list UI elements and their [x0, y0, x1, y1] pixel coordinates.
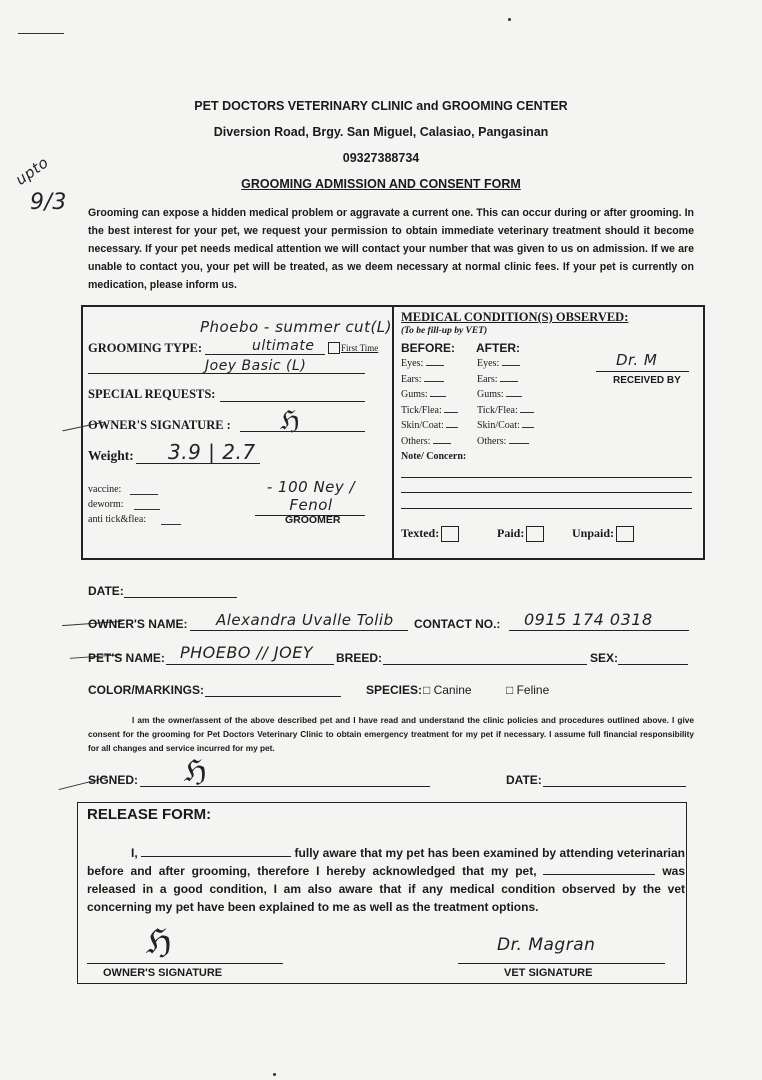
grooming-type-handwriting-1: Phoebo - summer cut(L): [200, 318, 393, 336]
owner-signature-line: [240, 431, 365, 432]
sex-label: SEX:: [590, 651, 619, 665]
date-line: [124, 597, 237, 598]
after-tickflea-label: Tick/Flea:: [477, 404, 518, 416]
release-paragraph: [87, 844, 685, 916]
owner-signature-label: OWNER'S SIGNATURE :: [88, 418, 231, 432]
note-concern-label: Note/ Concern:: [401, 451, 467, 462]
unpaid-field: [572, 526, 634, 542]
after-eyes: [477, 358, 534, 374]
first-time-checkbox[interactable]: [328, 342, 340, 354]
before-ears: [401, 374, 458, 390]
paid-label: Paid:: [497, 526, 525, 540]
sex-line: [618, 664, 688, 665]
unpaid-label: Unpaid:: [572, 526, 615, 540]
after-eyes-label: Eyes:: [477, 358, 500, 369]
unpaid-checkbox[interactable]: [616, 526, 634, 542]
owner-sig-line: [87, 963, 283, 964]
grooming-type-line-2: [88, 373, 365, 374]
color-markings-line: [205, 696, 341, 697]
before-eyes-label: Eyes:: [401, 358, 424, 369]
special-requests-label: SPECIAL REQUESTS:: [88, 387, 216, 401]
intro-paragraph: Grooming can expose a hidden medical problem or aggravate a current one. This can occur during or after grooming. In the best interest for your pet, we request your permission to obtain immediate veterinary treatment should it become necessary. If your pet needs medical attention we will contact your number that was given to us on admission. If we are unable to contact you, your pet will be treated, as we deem necessary at normal clinic fees. If your pet is currently on medication, please inform us.: [88, 207, 694, 291]
species-label: SPECIES:: [366, 683, 423, 697]
release-owner-blank[interactable]: [141, 856, 291, 857]
vaccine-label: vaccine:: [88, 484, 122, 495]
antitick-label: anti tick&flea:: [88, 514, 147, 525]
texted-label: Texted:: [401, 526, 440, 540]
before-others-label: Others:: [401, 435, 431, 447]
medical-condition-title: MEDICAL CONDITION(S) OBSERVED:: [401, 310, 629, 324]
texted-field: [401, 526, 459, 542]
signed-date-line: [543, 786, 686, 787]
paid-checkbox[interactable]: [526, 526, 544, 542]
weight-line: [136, 463, 260, 464]
color-markings-label: COLOR/MARKINGS:: [88, 683, 204, 697]
medical-condition-subtitle: (To be fill-up by VET): [401, 326, 488, 336]
form-title: GROOMING ADMISSION AND CONSENT FORM: [241, 177, 521, 191]
release-text-b: fully aware that my pet has been examined by attending veterinarian before and after grooming, therefore I hereby acknowledged that my pet,: [87, 846, 685, 878]
vet-signature-label: VET SIGNATURE: [504, 967, 593, 979]
contact-handwriting: 0915 174 0318: [524, 610, 653, 629]
antitick-line: [161, 524, 181, 525]
signed-line: [140, 786, 430, 787]
before-eyes: [401, 358, 458, 374]
groomer-handwriting: - 100 Ney / Fenol: [266, 478, 356, 514]
note-line-2: [401, 492, 692, 493]
pet-name-line: [166, 664, 334, 665]
after-skincoat-label: Skin/Coat:: [477, 420, 520, 431]
grooming-type-line: [205, 354, 325, 355]
release-text-c: was released in a good condition, I am also aware that if any medical condition observed by the vet concerning my pet have been explained to me as well as the treatment options.: [87, 864, 686, 914]
special-requests-line: [220, 401, 365, 402]
pet-name-label: PET'S NAME:: [88, 651, 165, 665]
weight-label: Weight:: [88, 448, 134, 463]
vet-sig-line: [458, 963, 665, 964]
before-skincoat: [401, 420, 458, 436]
grooming-type-handwriting-3: ultimate: [252, 338, 315, 354]
breed-label: BREED:: [336, 651, 383, 665]
feline-option[interactable]: □ Feline: [506, 683, 550, 697]
consent-paragraph: I am the owner/assent of the above described pet and I have read and understand the clinic policies and procedures outlined above. I give consent for the grooming for Pet Doctors Veterinary Clinic to obtain emergency treatment for my pet if necessary. I assume full financial responsibility for all changes and service incurred for my pet.: [88, 715, 694, 753]
after-tickflea: [477, 405, 534, 421]
release-title: RELEASE FORM:: [87, 806, 212, 823]
deworm-label: deworm:: [88, 499, 124, 510]
before-label: BEFORE:: [401, 341, 455, 355]
pet-name-handwriting: PHOEBO // JOEY: [180, 643, 314, 662]
grooming-type-handwriting-2: Joey Basic (L): [205, 358, 307, 374]
release-pet-blank[interactable]: [543, 874, 655, 875]
note-line-3: [401, 508, 692, 509]
canine-option[interactable]: □ Canine: [423, 683, 472, 697]
owner-signature-scribble: ℌ: [280, 406, 301, 436]
received-by-handwriting: Dr. M: [616, 351, 658, 369]
vaccine-line: [130, 494, 158, 495]
after-gums: [477, 389, 534, 405]
signed-scribble: ℌ: [184, 754, 208, 789]
received-by-label: RECEIVED BY: [613, 375, 681, 386]
margin-date: 9/3: [30, 190, 67, 215]
bottom-dot: [273, 1073, 276, 1076]
after-skincoat: [477, 420, 534, 436]
texted-checkbox[interactable]: [441, 526, 459, 542]
deworm-line: [134, 509, 160, 510]
breed-line: [383, 664, 587, 665]
vet-signature-handwriting: Dr. Magran: [497, 935, 596, 955]
before-tickflea-label: Tick/Flea:: [401, 404, 442, 416]
groomer-label: GROOMER: [285, 514, 341, 526]
date-label: DATE:: [88, 584, 124, 598]
before-skincoat-label: Skin/Coat:: [401, 420, 444, 431]
paid-field: [497, 526, 544, 542]
contact-label: CONTACT NO.:: [414, 617, 501, 631]
owner-name-handwriting: Alexandra Uvalle Tolib: [216, 611, 394, 629]
after-gums-label: Gums:: [477, 389, 504, 400]
received-by-line: [596, 371, 689, 372]
owner-sig-scribble: ℌ: [146, 922, 173, 962]
stray-mark: [18, 33, 64, 34]
before-ears-label: Ears:: [401, 373, 422, 385]
before-gums: [401, 389, 458, 405]
after-ears: [477, 374, 534, 390]
clinic-address: Diversion Road, Brgy. San Miguel, Calasiao, Pangasinan: [213, 125, 549, 139]
after-label: AFTER:: [476, 341, 520, 355]
release-text-a: I,: [131, 846, 138, 860]
weight-handwriting: 3.9 | 2.7: [168, 440, 256, 464]
grooming-type-label: GROOMING TYPE:: [88, 341, 203, 355]
after-others-label: Others:: [477, 435, 507, 447]
after-list: [477, 358, 534, 451]
owner-signature-bottom-label: OWNER'S SIGNATURE: [103, 967, 223, 979]
signed-date-label: DATE:: [506, 773, 542, 787]
after-others: [477, 436, 534, 452]
owner-name-label: OWNER'S NAME:: [88, 617, 188, 631]
before-gums-label: Gums:: [401, 389, 428, 400]
signed-label: SIGNED:: [88, 773, 139, 787]
stray-dot: [508, 18, 511, 21]
note-line-1: [401, 477, 692, 478]
before-tickflea: [401, 405, 458, 421]
clinic-phone: 09327388734: [342, 151, 420, 165]
contact-line: [509, 630, 689, 631]
box-divider: [392, 307, 394, 558]
clinic-name: PET DOCTORS VETERINARY CLINIC and GROOMING CENTER: [194, 99, 568, 113]
first-time-label: First Time: [341, 343, 379, 353]
before-list: [401, 358, 458, 451]
after-ears-label: Ears:: [477, 373, 498, 385]
before-others: [401, 436, 458, 452]
margin-scribble: upto: [12, 153, 52, 189]
owner-name-line: [190, 630, 408, 631]
